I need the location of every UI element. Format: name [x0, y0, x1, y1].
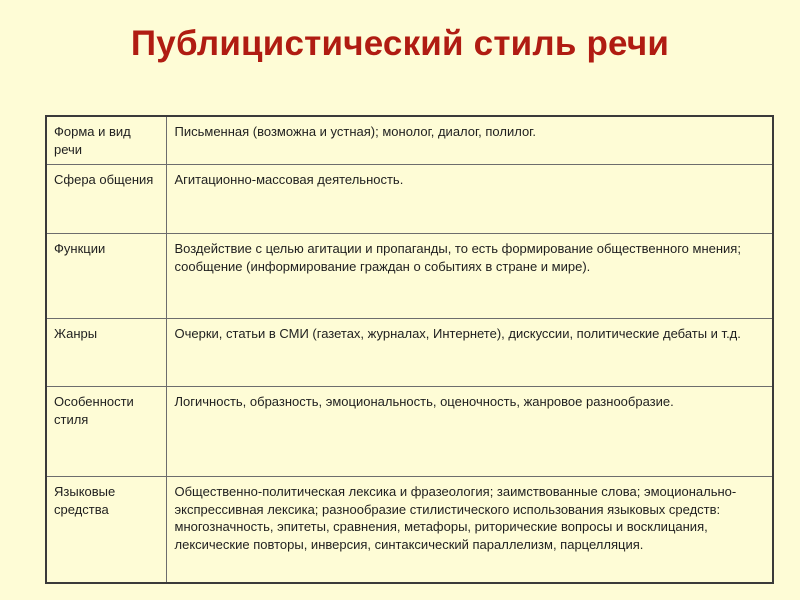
row-value: Воздействие с целью агитации и пропаганды, то есть формирование общественного мнения; сообщение (информирование граждан о событиях в стране и мире). — [166, 234, 773, 319]
table-row — [46, 319, 773, 387]
row-value: Очерки, статьи в СМИ (газетах, журналах, Интернете), дискуссии, политические дебаты и т.д. — [166, 319, 773, 387]
table-row — [46, 116, 773, 165]
row-label: Жанры — [46, 319, 166, 387]
table-row — [46, 165, 773, 234]
style-characteristics-table — [45, 115, 774, 584]
row-label: Языковые средства — [46, 477, 166, 583]
table-row — [46, 477, 773, 583]
row-label: Сфера общения — [46, 165, 166, 234]
table-row — [46, 234, 773, 319]
table-row — [46, 387, 773, 477]
row-label: Особенности стиля — [46, 387, 166, 477]
row-label: Форма и вид речи — [46, 116, 166, 165]
row-value: Письменная (возможна и устная); монолог, диалог, полилог. — [166, 116, 773, 165]
row-value: Агитационно-массовая деятельность. — [166, 165, 773, 234]
row-value: Общественно-политическая лексика и фразеология; заимствованные слова; эмоционально-экспрессивная лексика; разнообразие стилистического использования языковых средств: многозначность, эпитеты, сравнения, метафоры, риторические вопросы и восклицания, лексические повторы, инверсия, синтаксический параллелизм, парцелляция. — [166, 477, 773, 583]
page-title: Публицистический стиль речи — [130, 24, 670, 63]
row-value: Логичность, образность, эмоциональность, оценочность, жанровое разнообразие. — [166, 387, 773, 477]
row-label: Функции — [46, 234, 166, 319]
